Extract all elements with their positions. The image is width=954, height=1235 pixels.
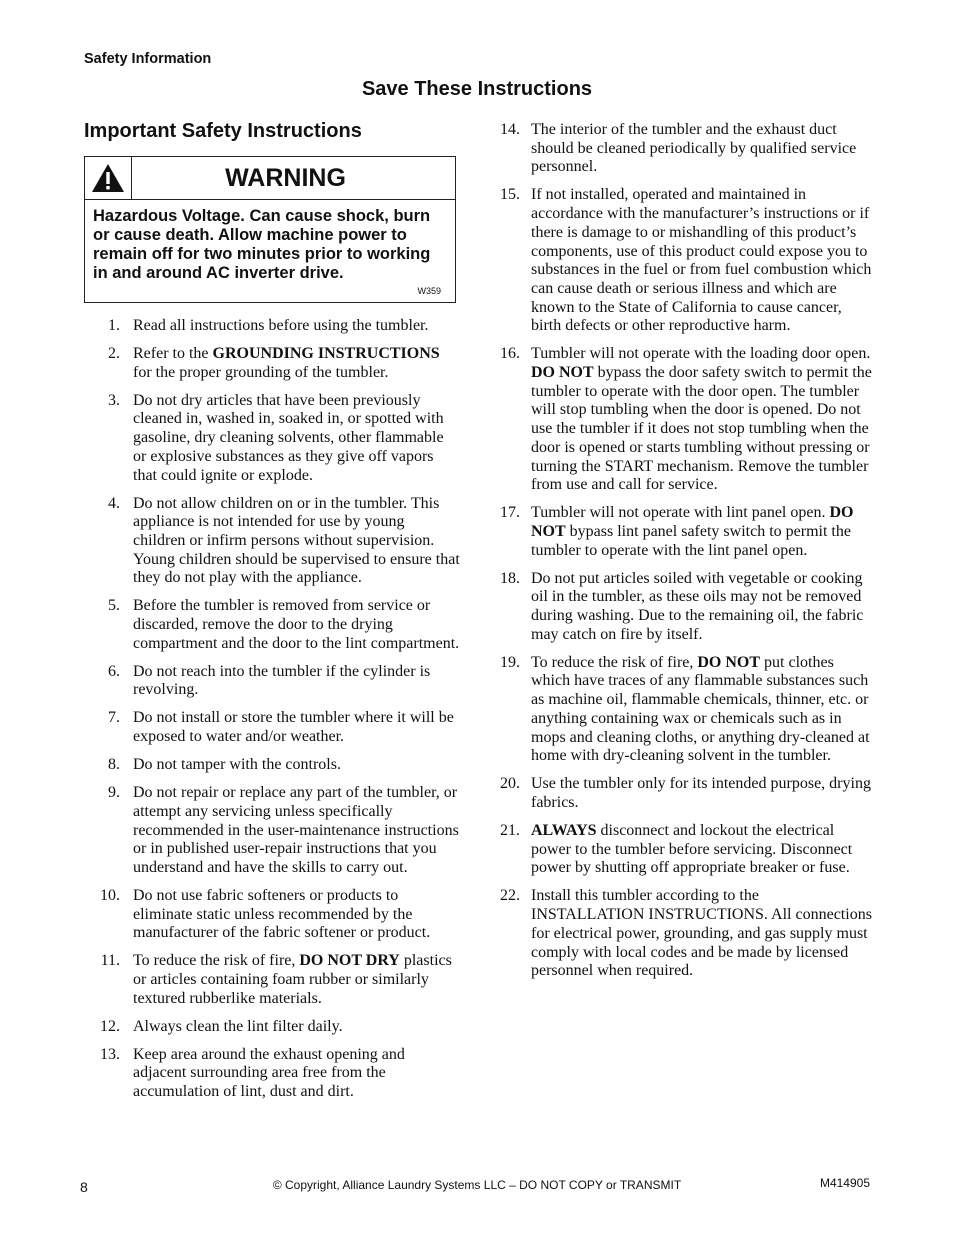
list-item-text (120, 887, 460, 943)
list-item-text (120, 495, 460, 589)
list-item (84, 952, 460, 1008)
list-item (84, 1046, 460, 1102)
list-item (496, 822, 872, 878)
list-item-number: 10. (100, 886, 120, 904)
list-item-text (120, 756, 460, 775)
item-text-segment: for the proper grounding of the tumbler. (133, 363, 389, 381)
item-text-segment: Install this tumbler according to the INSTALLATION INSTRUCTIONS. All connections for electrical power, grounding, and gas supply must comply with local codes and be made by licensed personnel when required. (531, 887, 872, 980)
emphasis-text: DO NOT (531, 364, 594, 382)
list-item-number: 9. (108, 784, 120, 802)
list-item (84, 345, 460, 382)
item-text-segment: Always clean the lint filter daily. (133, 1017, 343, 1035)
instruction-list-right (496, 121, 872, 981)
list-item-text (520, 186, 872, 336)
list-item-number: 18. (500, 569, 520, 587)
warning-title: WARNING (225, 164, 346, 192)
list-item (496, 654, 872, 766)
list-item-number: 20. (500, 775, 520, 793)
item-text-segment: Do not install or store the tumbler where it will be exposed to water and/or weather. (133, 709, 454, 746)
list-item-text (520, 504, 872, 560)
list-item-number: 1. (108, 317, 120, 334)
list-item-number: 8. (108, 756, 120, 774)
list-item (496, 345, 872, 495)
list-item-number: 6. (108, 662, 120, 680)
list-item-text (120, 1018, 460, 1037)
list-item-text (120, 597, 460, 653)
item-text-segment: put clothes which have traces of any flammable substances such as machine oil, flammable chemicals, thinner, etc. or anything containing wax or chemicals such as in mops and cleaning cloths, or anything dry-cleaned at home with dry-cleaning solvent in the tumbler. (531, 653, 870, 765)
list-item (84, 756, 460, 775)
emphasis-text: DO NOT (531, 504, 854, 540)
footer (0, 1176, 954, 1196)
item-text-segment: Do not allow children on or in the tumbler. This appliance is not intended for use by young children or infirm persons without supervision. Young children should be supervised to ensure that they do not play with the appliance. (133, 494, 460, 587)
right-column (496, 121, 872, 990)
list-item (84, 392, 460, 486)
list-item-text (120, 709, 460, 746)
list-item (84, 317, 460, 336)
warning-box (84, 156, 456, 303)
list-item (496, 775, 872, 812)
document-code: M414905 (819, 1176, 870, 1190)
list-item (84, 663, 460, 700)
list-item-number: 12. (100, 1017, 120, 1035)
item-text-segment: Tumbler will not operate with the loading door open. (531, 345, 871, 363)
warning-body (85, 200, 455, 302)
copyright-notice: © Copyright, Alliance Laundry Systems LLC – DO NOT COPY or TRANSMIT (272, 1178, 682, 1192)
item-text-segment: The interior of the tumbler and the exhaust duct should be cleaned periodically by qualified service personnel. (531, 121, 857, 176)
left-column (84, 118, 460, 1111)
list-item (84, 597, 460, 653)
list-item-text (520, 570, 872, 645)
list-item (84, 495, 460, 589)
warning-code: W359 (417, 286, 441, 296)
emphasis-text: ALWAYS (531, 821, 597, 839)
list-item (496, 887, 872, 981)
item-text-segment: To reduce the risk of fire, (133, 952, 300, 970)
list-item-text (120, 952, 460, 1008)
list-item-number: 16. (500, 345, 520, 363)
list-item-number: 17. (500, 504, 520, 522)
list-item-text (120, 1046, 460, 1102)
list-item (496, 121, 872, 177)
item-text-segment: If not installed, operated and maintained in accordance with the manufacturer’s instructions or if there is damage to or mishandling of this product’s components, use of this product could expose you to substances in the fuel or from fuel combustion which can cause death or serious illness and which are known to the State of California to cause cancer, birth defects or other reproductive harm. (531, 186, 872, 335)
section-subtitle: Important Safety Instructions (84, 120, 362, 142)
list-item-text (120, 784, 460, 878)
list-item (496, 504, 872, 560)
item-text-segment: Refer to the (133, 345, 213, 362)
item-text-segment: Do not tamper with the controls. (133, 756, 341, 774)
item-text-segment: Do not put articles soiled with vegetable or cooking oil in the tumbler, as these oils may not be removed during washing. Due to the remaining oil, the fabric may catch on fire by itself. (531, 569, 864, 643)
list-item-text (120, 392, 460, 486)
list-item-number: 5. (108, 597, 120, 615)
list-item-number: 13. (100, 1045, 120, 1063)
list-item (84, 1018, 460, 1037)
warning-triangle-icon (85, 157, 132, 199)
item-text-segment: bypass the door safety switch to permit the tumbler to operate with the door open. The tumbler will stop tumbling when the door is opened. Do not use the tumbler if it does not stop tumbling when the door is opened or starts tumbling without pressing or turning the START mechanism. Remove the tumbler from use and call for service. (531, 364, 872, 494)
item-text-segment: plastics or articles containing foam rubber or similarly textured rubberlike materials. (133, 952, 452, 1007)
list-item (496, 186, 872, 336)
list-item-text (120, 345, 460, 382)
list-item-text (520, 775, 872, 812)
warning-text: Hazardous Voltage. Can cause shock, burn or cause death. Allow machine power to remain off for two minutes prior to working in and around AC inverter drive. (93, 207, 431, 282)
list-item-number: 4. (108, 494, 120, 512)
item-text-segment: Read all instructions before using the tumbler. (133, 317, 429, 334)
list-item-text (520, 887, 872, 981)
item-text-segment: Keep area around the exhaust opening and adjacent surrounding area free from the accumulation of lint, dust and dirt. (133, 1045, 405, 1101)
list-item-number: 21. (500, 821, 520, 839)
list-item-number: 3. (108, 391, 120, 409)
list-item-number: 11. (100, 952, 120, 970)
emphasis-text: GROUNDING INSTRUCTIONS (212, 345, 440, 362)
page-number: 8 (80, 1179, 88, 1195)
page-title: Save These Instructions (361, 78, 593, 100)
list-item-number: 19. (500, 653, 520, 671)
list-item-number: 14. (500, 121, 520, 138)
list-item (84, 784, 460, 878)
list-item-text (520, 822, 872, 878)
item-text-segment: Tumbler will not operate with lint panel open. (531, 504, 830, 522)
list-item-number: 22. (500, 887, 520, 905)
list-item (84, 887, 460, 943)
item-text-segment: Do not repair or replace any part of the tumbler, or attempt any servicing unless specifically recommended in the user-maintenance instructions or in published user-repair instructions that you understand and have the skills to carry out. (133, 784, 459, 876)
list-item-number: 15. (500, 186, 520, 204)
item-text-segment: Do not dry articles that have been previously cleaned in, washed in, soaked in, or spotted with gasoline, dry cleaning solvents, other flammable or explosive substances as they give off vapors that could ignite or explode. (133, 391, 444, 484)
emphasis-text: DO NOT (697, 653, 761, 671)
list-item-text (120, 317, 460, 336)
list-item-text (520, 345, 872, 495)
item-text-segment: To reduce the risk of fire, (531, 653, 698, 671)
list-item (84, 709, 460, 746)
item-text-segment: disconnect and lockout the electrical power to the tumbler before servicing. Disconnect power by shutting off appropriate breaker or fuse. (531, 821, 853, 877)
list-item-text (520, 654, 872, 766)
warning-header (85, 157, 455, 200)
item-text-segment: Do not reach into the tumbler if the cylinder is revolving. (133, 662, 431, 699)
section-label: Safety Information (84, 51, 212, 67)
item-text-segment: Before the tumbler is removed from service or discarded, remove the door to the drying compartment and the door to the lint compartment. (133, 597, 460, 652)
item-text-segment: bypass lint panel safety switch to permit the tumbler to operate with the lint panel open. (531, 522, 851, 559)
item-text-segment: Use the tumbler only for its intended purpose, drying fabrics. (531, 775, 871, 811)
list-item-number: 7. (108, 709, 120, 727)
list-item-text (120, 663, 460, 700)
list-item-text (520, 121, 872, 177)
list-item-number: 2. (108, 345, 120, 362)
instruction-list-left (84, 317, 460, 1102)
list-item (496, 570, 872, 645)
emphasis-text: DO NOT DRY (299, 952, 400, 970)
item-text-segment: Do not use fabric softeners or products to eliminate static unless recommended by the manufacturer of the fabric softener or product. (133, 886, 431, 942)
